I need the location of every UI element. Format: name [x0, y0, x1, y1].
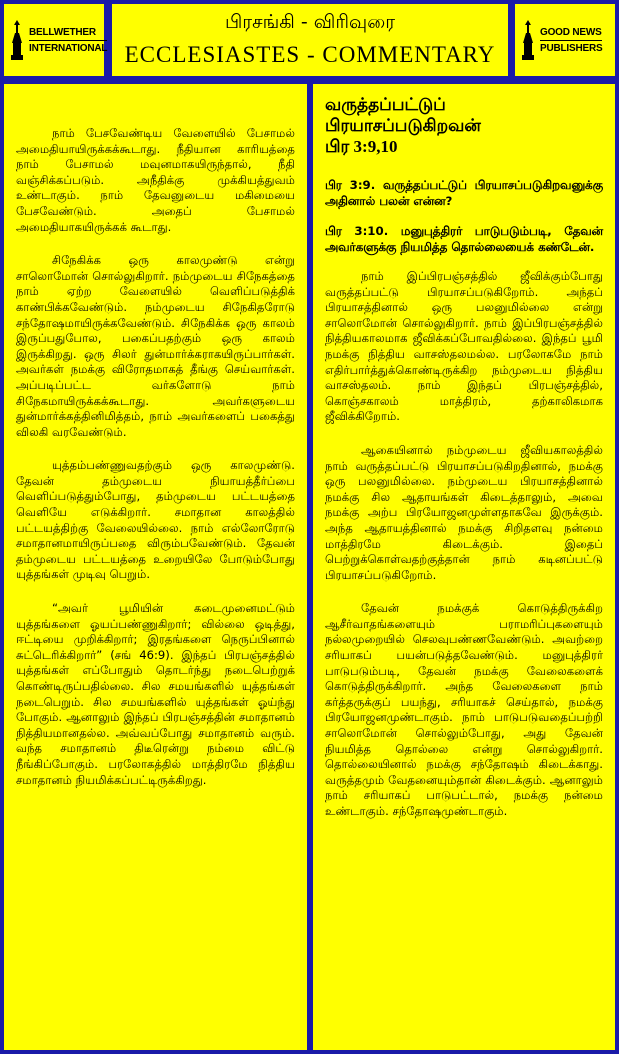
- paragraph: ஆகையினால் நம்முடைய ஜீவியகாலத்தில் நாம் வருத்தப்பட்டு பிரயாசப்படுகிறதினால், நமக்கு ஒரு பலனுமில்லை. நம்முடைய பிரயாசத்தினால் நமக்கு சில ஆதாயங்கள் கிடைத்தாலும், அவை நமக்கு அற்ப பிரயோஜனமுள்ளதாகவே இருக்கும். அந்த ஆதாயத்தினால் நமக்கு சிறிதளவு நன்மை மாத்திரமே கிடைக்கும். இதைப் பெற்றுக்கொள்வதற்குத்தான் நாம் கடினப்பட்டு பிரயாசப்படுகிறோம்.: [325, 442, 603, 582]
- heading-line: வருத்தப்பட்டுப்: [325, 95, 446, 114]
- logo-line: BELLWETHER: [29, 25, 107, 41]
- title-english: ECCLESIASTES - COMMENTARY: [124, 42, 496, 67]
- logo-line: PUBLISHERS: [540, 42, 603, 54]
- paragraph: “அவர் பூமியின் கடைமுனைமட்டும் யுத்தங்களை ஓயப்பண்ணுகிறார்; வில்லை ஒடித்து, ஈட்டியை முறிக்கிறார்; இரதங்களை நெருப்பினால் சுட்டெரிக்கிறார்” (சங் 46:9). இந்தப் பிரபஞ்சத்தில் யுத்தங்கள் எப்போதும் தொடர்ந்து நடைபெற்றுக் கொண்டிருப்பதில்லை. சில சமயங்களில் யுத்தங்கள் நடைபெறும். சில சமயங்களில் யுத்தங்கள் ஓய்ந்து போகும். ஆனாலும் இந்தப் பிரபஞ்சத்தின் சமாதானம் நித்தியமானதல்ல. அவ்வப்போது சமாதானம் வரும். வந்த சமாதானம் திடீரென்று நம்மை விட்டு நீங்கிப்போகும். பரலோகத்தில் மாத்திரமே நித்திய சமாதானம் நியமிக்கப்பட்டிருக்கிறது.: [16, 601, 295, 787]
- title-tamil: பிரசங்கி - விரிவுரை: [224, 11, 396, 33]
- paragraph: தேவன் நமக்குக் கொடுத்திருக்கிற ஆசீர்வாதங்களையும் பராமரிப்புகளையும் நல்லமுறையில் செலவுபண்ணவேண்டும். அவற்றை சரியாகப் பயன்படுத்தவேண்டும். மனுபுத்திரர் பாடுபடும்படி, தேவன் நமக்கு வேலைகளைக் கொடுத்திருக்கிறார். அந்த வேலைகளை நாம் கர்த்தருக்குப் பயந்து, சரியாகச் செய்தால், நமக்கு பிரயோஜனமுண்டாகும். நாம் பாடுபடுவதைப்பற்றி சாலொமோன் சொல்லும்போது, அது தேவன் நியமித்த தொல்லை என்று சொல்லுகிறார். தொல்லையினால் நமக்கு சந்தோஷம் கிடைக்காது. வருத்தமும் வேதனையும்தான் கிடைக்கும். ஆனாலும் நாம் சரியாகப் பாடுபட்டால், நமக்கு நன்மை உண்டாகும். சந்தோஷமுண்டாகும்.: [325, 601, 603, 818]
- bellwether-logo: [4, 4, 108, 76]
- page-title-box: [112, 4, 508, 76]
- good-news-logo: [515, 4, 615, 76]
- paragraph: யுத்தம்பண்ணுவதற்கும் ஒரு காலமுண்டு. தேவன் தம்முடைய நியாயத்தீர்ப்பை வெளிப்படுத்தும்போது, தம்முடைய பட்டயத்தை வெளியே எடுக்கிறார். சமாதான காலத்தில் பட்டயத்திற்கு வேலையில்லை. நாம் எல்லோரோடு சமாதானமாயிருப்பதை விரும்பவேண்டும். தேவன் தம்முடைய பட்டயத்தை உறையிலே போடும்போது யுத்தங்கள் முடிவு பெறும்.: [16, 458, 295, 582]
- left-column: [4, 84, 307, 1050]
- heading-line: பிர 3:9,10: [325, 137, 398, 156]
- good-news-icon: [519, 19, 537, 61]
- right-column: [313, 84, 615, 1050]
- bellwether-logo-text: [29, 25, 107, 56]
- good-news-logo-text: [540, 25, 602, 56]
- verse: பிர 3:10. மனுபுத்திரர் பாடுபடும்படி, தேவன் அவர்களுக்கு நியமித்த தொல்லையைக் கண்டேன்.: [325, 224, 603, 254]
- heading-line: பிரயாசப்படுகிறவன்: [325, 116, 481, 135]
- bellwether-icon: [8, 19, 26, 61]
- paragraph: நாம் இப்பிரபஞ்சத்தில் ஜீவிக்கும்போது வருத்தப்பட்டு பிரயாசப்படுகிறோம். அந்தப் பிரயாசத்தினால் ஒரு பலனுமில்லை என்று சாலொமோன் சொல்லுகிறார். நாம் இப்பிரபஞ்சத்தில் நித்தியகாலமாக ஜீவிக்கப்போவதில்லை. இந்தப் பூமி நமக்கு நித்திய வாசஸ்தலமல்ல. பரலோகமே நாம் எதிர்பார்த்துக்கொண்டிருக்கிற நம்முடைய நித்திய வாசஸ்தலம். நாம் இந்தப் பிரபஞ்சத்தில், கொஞ்சகாலம் மாத்திரம், தற்காலிகமாக ஜீவிக்கிறோம்.: [325, 269, 603, 424]
- verse: பிர 3:9. வருத்தப்பட்டுப் பிரயாசப்படுகிறவனுக்கு அதினால் பலன் என்ன?: [325, 178, 603, 208]
- logo-line: GOOD NEWS: [540, 25, 602, 41]
- section-heading: [325, 94, 603, 157]
- paragraph: சிநேகிக்க ஒரு காலமுண்டு என்று சாலொமோன் சொல்லுகிறார். நம்முடைய சிநேகத்தை நாம் ஏற்ற வேளையில் வெளிப்படுத்திக் காண்பிக்கவேண்டும். நம்முடைய சிநேகிதரோடு சந்தோஷமாயிருக்கவேண்டும். சிநேகிக்க ஒரு காலம் இருப்பதுபோல, பகைப்பதற்கும் ஒரு காலம் இருக்கிறது. ஒரு சிலர் துன்மார்க்கராகயிருப்பார்கள். அவர்கள் நமக்கு விரோதமாகத் தீங்கு செய்வார்கள். அப்படிப்பட்ட வர்களோடு நாம் சிநேகமாயிருக்கக்கூடாது. அவர்களுடைய துன்மார்க்கத்தினிமித்தம், நாம் அவர்களைப் பகைத்து விலகி வரவேண்டும்.: [16, 253, 295, 439]
- paragraph: நாம் பேசவேண்டிய வேளையில் பேசாமல் அமைதியாயிருக்கக்கூடாது. நீதியான காரியத்தை நாம் பேசாமல் மவுனமாகயிருந்தால், நீதி வஞ்சிக்கப்படும். அநீதிக்கு முக்கியத்துவம் உண்டாகும். நாம் தேவனுடைய மகிமையை பேசவேண்டும். அதைப் பேசாமல் அமைதியாகயிருக்கக் கூடாது.: [16, 126, 295, 234]
- logo-line: INTERNATIONAL: [29, 42, 108, 54]
